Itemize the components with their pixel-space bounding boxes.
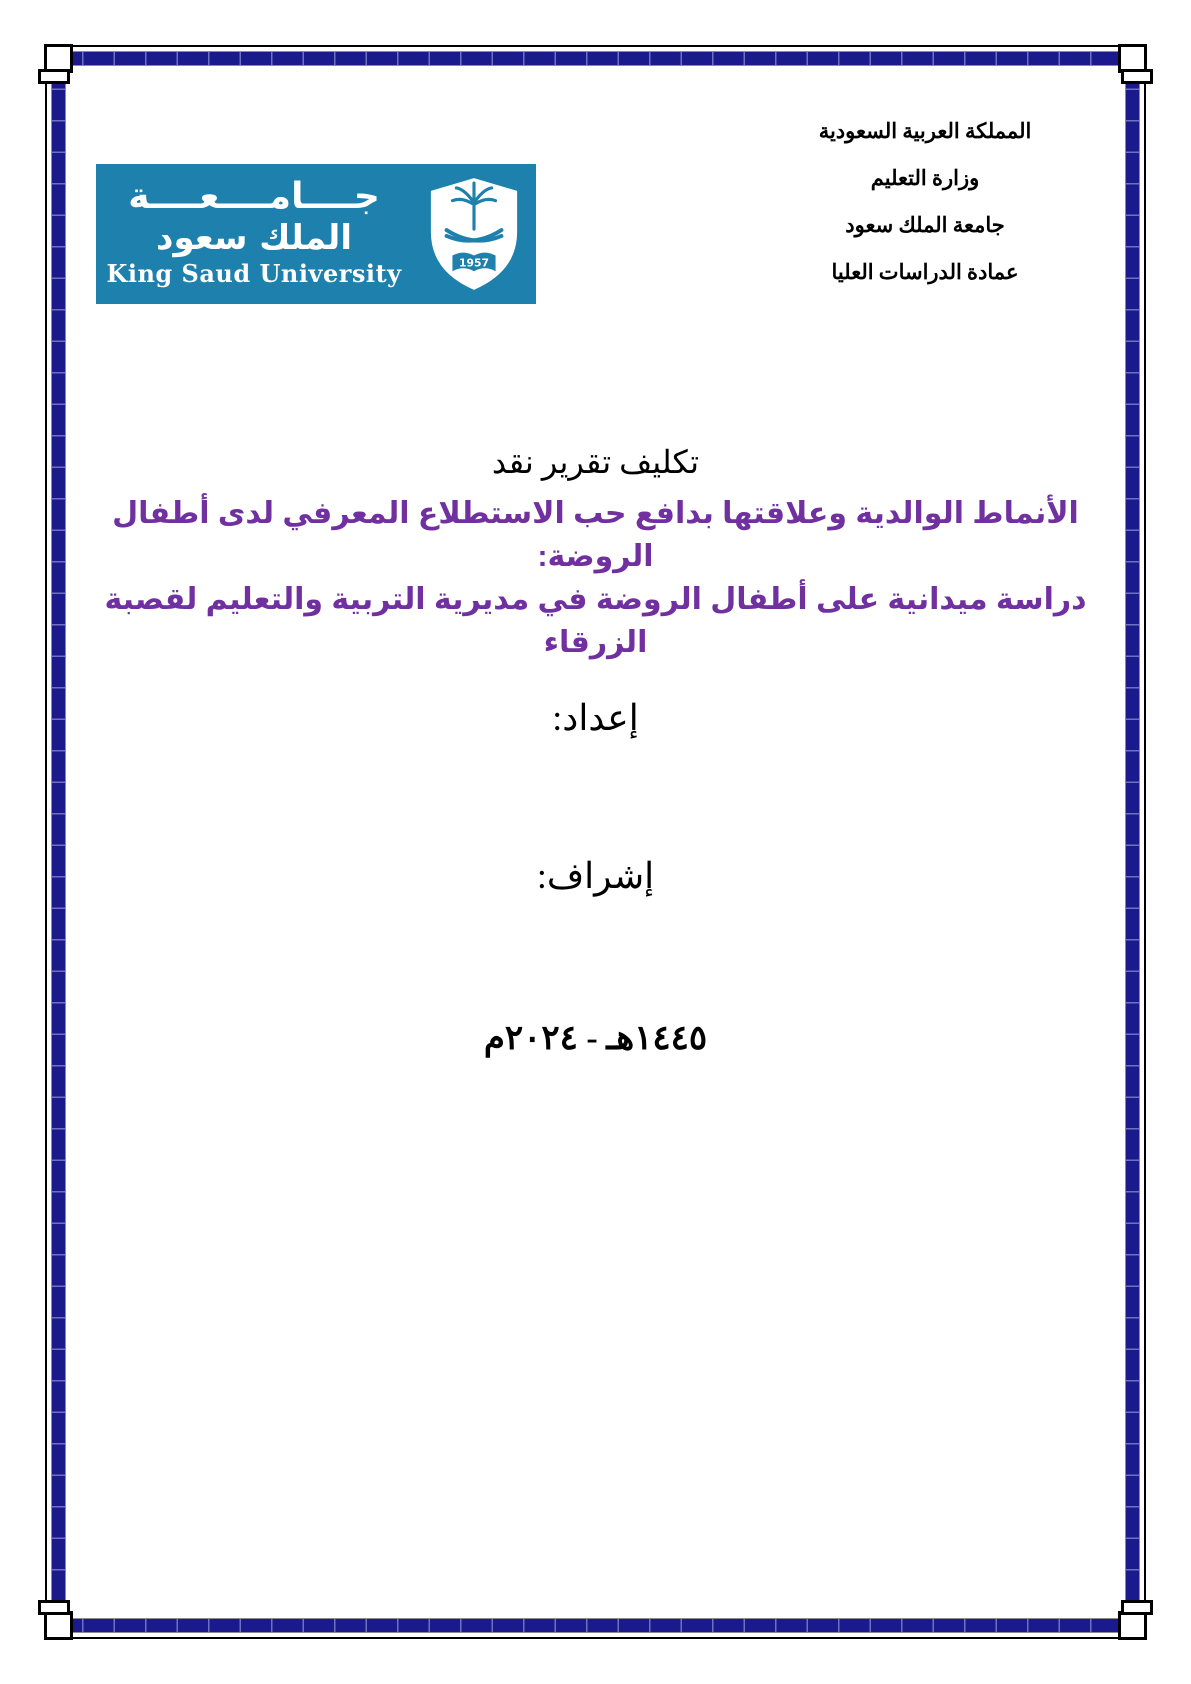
page-border-band-top (52, 52, 1139, 65)
university-shield-icon (412, 164, 536, 304)
border-corner-ornament (1118, 44, 1147, 73)
header-line-ministry: وزارة التعليم (870, 166, 980, 190)
assignment-title: تكليف تقرير نقد (491, 444, 700, 480)
logo-arabic-line2: الملك سعود (156, 218, 352, 258)
logo-arabic-line1: جــــامــــعــــة (128, 176, 380, 217)
main-title (70, 492, 1121, 664)
main-title-line2: دراسة ميدانية على أطفال الروضة في مديرية التربية والتعليم لقصبة الزرقاء (104, 583, 1087, 659)
prepared-by-label: إعداد: (552, 698, 639, 738)
logo-text-block (96, 164, 412, 304)
border-corner-ornament (44, 1611, 73, 1640)
date-line: ١٤٤٥هـ - ٢٠٢٤م (483, 1020, 708, 1057)
page-border-band-right (1126, 52, 1139, 1632)
government-header (780, 108, 1070, 296)
logo-english-name: King Saud University (106, 259, 402, 288)
page-border-band-bottom (52, 1619, 1139, 1632)
supervision-label: إشراف: (536, 856, 655, 896)
border-corner-ornament (1118, 1611, 1147, 1640)
university-logo (96, 164, 536, 304)
shield-year-text: 1957 (459, 256, 489, 270)
header-line-university: جامعة الملك سعود (845, 213, 1005, 237)
header-line-country: المملكة العربية السعودية (818, 119, 1032, 143)
main-title-line1: الأنماط الوالدية وعلاقتها بدافع حب الاستطلاع المعرفي لدى أطفال الروضة: (112, 497, 1079, 573)
header-line-deanship: عمادة الدراسات العليا (831, 260, 1019, 284)
border-corner-ornament (44, 44, 73, 73)
page-border-band-left (52, 52, 65, 1632)
